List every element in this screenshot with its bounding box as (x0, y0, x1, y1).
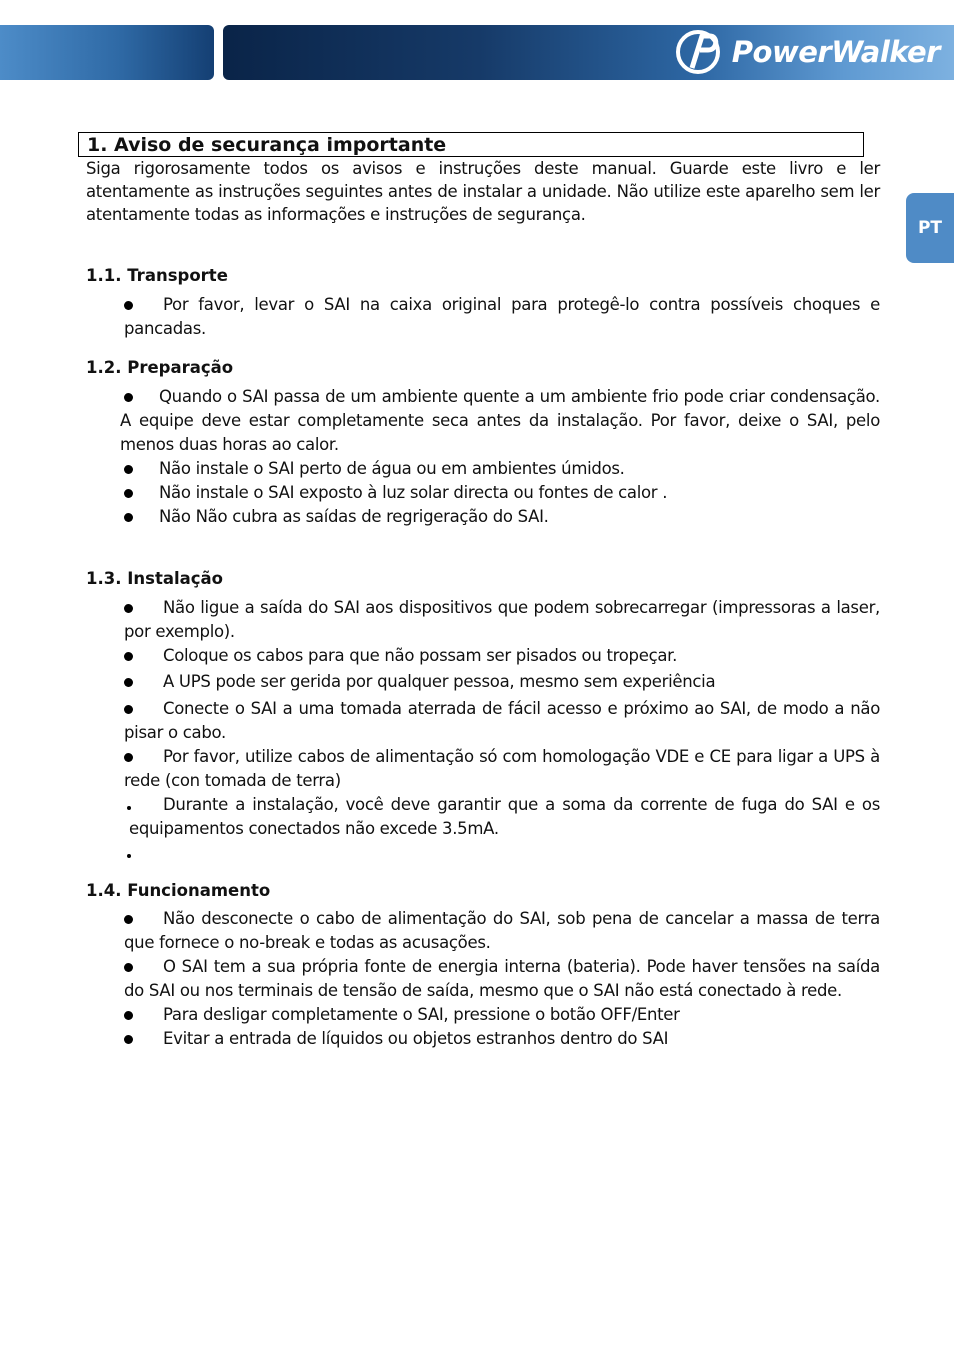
bullet-icon (124, 513, 133, 522)
subsection-title-preparacao: 1.2. Preparação (86, 358, 234, 377)
powerwalker-swirl-icon (672, 28, 728, 76)
list-item: Não Não cubra as saídas de regrigeração do SAI. (86, 505, 880, 529)
bullet-icon (124, 652, 133, 661)
subsection-title-funcionamento: 1.4. Funcionamento (86, 881, 271, 900)
bullet-icon (124, 393, 133, 402)
list-item-empty (86, 841, 880, 865)
bullet-icon (124, 678, 133, 687)
section-title: 1. Aviso de securança importante (78, 132, 864, 157)
bullet-icon (124, 915, 133, 924)
header-band-left (0, 25, 214, 80)
list-item: A UPS pode ser gerida por qualquer pessoa, mesmo sem experiência (86, 670, 880, 694)
document-body (86, 132, 880, 1051)
subsection-title-transporte: 1.1. Transporte (86, 266, 228, 285)
list-item: O SAI tem a sua própria fonte de energia interna (bateria). Pode haver tensões na saída do SAI ou nos terminais de tensão de saída, mesmo que o SAI não está conectado à rede. (124, 957, 880, 1000)
list-item: Coloque os cabos para que não possam ser pisados ou tropeçar. (86, 644, 880, 668)
list-item: Conecte o SAI a uma tomada aterrada de fácil acesso e próximo ao SAI, de modo a não pisar o cabo. (124, 699, 880, 742)
bullet-icon (124, 301, 133, 310)
bullet-icon (124, 489, 133, 498)
bullet-icon (124, 705, 133, 714)
list-item: Não ligue a saída do SAI aos dispositivos que podem sobrecarregar (impressoras a laser, por exemplo). (124, 598, 880, 641)
list-item: Não desconecte o cabo de alimentação do SAI, sob pena de cancelar a massa de terra que fornece o no-break e todas as acusações. (124, 909, 880, 952)
list-item: Não instale o SAI exposto à luz solar directa ou fontes de calor . (86, 481, 880, 505)
brand-name: PowerWalker (731, 35, 940, 69)
small-bullet-icon (127, 806, 131, 810)
list-item: Por favor, levar o SAI na caixa original para protegê-lo contra possíveis choques e pancadas. (124, 295, 880, 338)
instalacao-list (86, 596, 880, 865)
funcionamento-list (86, 907, 880, 1051)
bullet-icon (124, 1011, 133, 1020)
preparacao-list (86, 385, 880, 529)
list-item: Evitar a entrada de líquidos ou objetos estranhos dentro do SAI (86, 1027, 880, 1051)
bullet-icon (124, 753, 133, 762)
bullet-icon (124, 963, 133, 972)
subsection-title-instalacao: 1.3. Instalação (86, 569, 224, 588)
list-item: Por favor, utilize cabos de alimentação só com homologação VDE e CE para ligar a UPS à rede (con tomada de terra) (124, 747, 880, 790)
transporte-list (86, 293, 880, 341)
language-tab[interactable]: PT (906, 193, 954, 263)
bullet-icon (124, 1035, 133, 1044)
small-bullet-icon (127, 854, 131, 858)
brand-logo (672, 28, 940, 76)
list-item: Para desligar completamente o SAI, pressione o botão OFF/Enter (86, 1003, 880, 1027)
bullet-icon (124, 465, 133, 474)
list-item: Durante a instalação, você deve garantir que a soma da corrente de fuga do SAI e os equipamentos conectados não excede 3.5mA. (129, 795, 880, 838)
intro-paragraph: Siga rigorosamente todos os avisos e instruções deste manual. Guarde este livro e ler atentamente as instruções seguintes antes de instalar a unidade. Não utilize este aparelho sem ler atentamente todas as informações e instruções de segurança. (86, 159, 880, 224)
list-item: Quando o SAI passa de um ambiente quente a um ambiente frio pode criar condensação. A equipe deve estar completamente seca antes da instalação. Por favor, deixe o SAI, pelo menos duas horas ao calor. (120, 387, 880, 454)
list-item: Não instale o SAI perto de água ou em ambientes úmidos. (86, 457, 880, 481)
bullet-icon (124, 604, 133, 613)
